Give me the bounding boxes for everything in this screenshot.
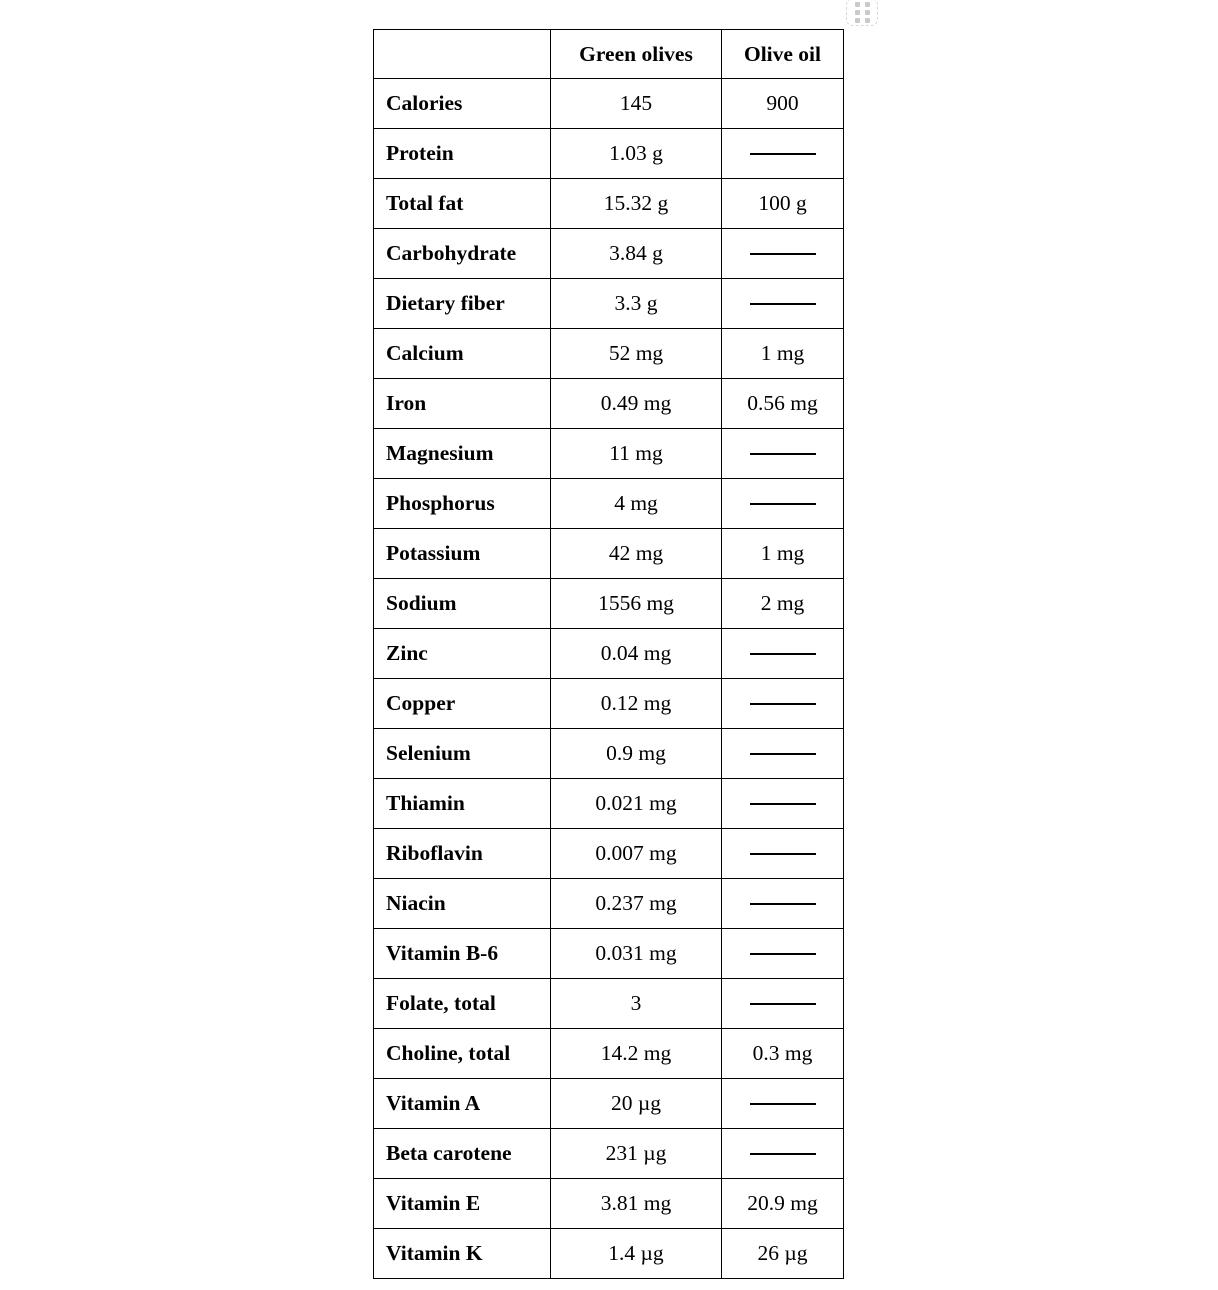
cell-green-olives: 1556 mg [551, 579, 722, 629]
row-label: Vitamin E [374, 1179, 551, 1229]
table-row [374, 1129, 844, 1179]
cell-olive-oil: 1 mg [722, 529, 844, 579]
no-data-dash [750, 853, 816, 855]
cell-olive-oil [722, 479, 844, 529]
row-label: Calcium [374, 329, 551, 379]
cell-olive-oil: 1 mg [722, 329, 844, 379]
cell-olive-oil: 0.56 mg [722, 379, 844, 429]
cell-olive-oil: 26 µg [722, 1229, 844, 1279]
row-label: Vitamin K [374, 1229, 551, 1279]
no-data-dash [750, 1003, 816, 1005]
row-label: Total fat [374, 179, 551, 229]
cell-olive-oil [722, 129, 844, 179]
table-row [374, 879, 844, 929]
table-row [374, 1179, 844, 1229]
table-row [374, 579, 844, 629]
row-label: Choline, total [374, 1029, 551, 1079]
cell-olive-oil: 2 mg [722, 579, 844, 629]
no-data-dash [750, 703, 816, 705]
no-data-dash [750, 253, 816, 255]
table-row [374, 629, 844, 679]
header-cell-olive-oil: Olive oil [722, 30, 844, 79]
table-row [374, 779, 844, 829]
nutrition-table-container [373, 29, 843, 1279]
cell-olive-oil [722, 229, 844, 279]
table-row [374, 479, 844, 529]
table-row [374, 329, 844, 379]
table-row [374, 229, 844, 279]
table-row [374, 729, 844, 779]
cell-green-olives: 3.84 g [551, 229, 722, 279]
no-data-dash [750, 503, 816, 505]
header-row [374, 30, 844, 79]
table-row [374, 379, 844, 429]
drag-dot [865, 2, 870, 7]
cell-olive-oil [722, 679, 844, 729]
cell-green-olives: 4 mg [551, 479, 722, 529]
cell-olive-oil [722, 429, 844, 479]
cell-green-olives: 0.49 mg [551, 379, 722, 429]
no-data-dash [750, 953, 816, 955]
no-data-dash [750, 653, 816, 655]
table-row [374, 679, 844, 729]
table-row [374, 1029, 844, 1079]
drag-handle-widget[interactable] [846, 0, 878, 26]
no-data-dash [750, 903, 816, 905]
row-label: Vitamin A [374, 1079, 551, 1129]
cell-green-olives: 14.2 mg [551, 1029, 722, 1079]
no-data-dash [750, 153, 816, 155]
table-row [374, 1229, 844, 1279]
table-row [374, 529, 844, 579]
cell-olive-oil: 20.9 mg [722, 1179, 844, 1229]
row-label: Beta carotene [374, 1129, 551, 1179]
cell-olive-oil [722, 829, 844, 879]
table-row [374, 979, 844, 1029]
cell-green-olives: 20 µg [551, 1079, 722, 1129]
cell-green-olives: 0.9 mg [551, 729, 722, 779]
cell-olive-oil: 100 g [722, 179, 844, 229]
row-label: Niacin [374, 879, 551, 929]
row-label: Copper [374, 679, 551, 729]
row-label: Thiamin [374, 779, 551, 829]
row-label: Vitamin B-6 [374, 929, 551, 979]
header-cell-blank [374, 30, 551, 79]
row-label: Dietary fiber [374, 279, 551, 329]
cell-green-olives: 1.4 µg [551, 1229, 722, 1279]
table-body [374, 79, 844, 1279]
no-data-dash [750, 1103, 816, 1105]
table-header [374, 30, 844, 79]
cell-green-olives: 11 mg [551, 429, 722, 479]
cell-olive-oil [722, 779, 844, 829]
cell-green-olives: 0.237 mg [551, 879, 722, 929]
cell-green-olives: 52 mg [551, 329, 722, 379]
cell-olive-oil [722, 879, 844, 929]
table-row [374, 429, 844, 479]
cell-green-olives: 0.12 mg [551, 679, 722, 729]
cell-green-olives: 3 [551, 979, 722, 1029]
drag-dot [855, 18, 860, 23]
table-row [374, 179, 844, 229]
cell-olive-oil [722, 729, 844, 779]
nutrition-comparison-table [373, 29, 844, 1279]
row-label: Carbohydrate [374, 229, 551, 279]
row-label: Selenium [374, 729, 551, 779]
cell-olive-oil: 0.3 mg [722, 1029, 844, 1079]
cell-olive-oil [722, 929, 844, 979]
table-row [374, 1079, 844, 1129]
no-data-dash [750, 753, 816, 755]
row-label: Potassium [374, 529, 551, 579]
table-row [374, 829, 844, 879]
row-label: Calories [374, 79, 551, 129]
row-label: Magnesium [374, 429, 551, 479]
row-label: Zinc [374, 629, 551, 679]
cell-green-olives: 15.32 g [551, 179, 722, 229]
cell-green-olives: 231 µg [551, 1129, 722, 1179]
cell-green-olives: 0.031 mg [551, 929, 722, 979]
header-cell-green-olives: Green olives [551, 30, 722, 79]
table-row [374, 129, 844, 179]
no-data-dash [750, 1153, 816, 1155]
cell-olive-oil [722, 279, 844, 329]
table-row [374, 79, 844, 129]
drag-dots-icon [855, 2, 870, 23]
row-label: Sodium [374, 579, 551, 629]
row-label: Protein [374, 129, 551, 179]
cell-olive-oil [722, 1079, 844, 1129]
drag-dot [865, 10, 870, 15]
drag-dot [855, 2, 860, 7]
no-data-dash [750, 303, 816, 305]
row-label: Phosphorus [374, 479, 551, 529]
cell-olive-oil: 900 [722, 79, 844, 129]
table-row [374, 279, 844, 329]
cell-green-olives: 145 [551, 79, 722, 129]
table-row [374, 929, 844, 979]
cell-green-olives: 3.81 mg [551, 1179, 722, 1229]
cell-green-olives: 42 mg [551, 529, 722, 579]
row-label: Iron [374, 379, 551, 429]
cell-olive-oil [722, 979, 844, 1029]
drag-dot [865, 18, 870, 23]
no-data-dash [750, 453, 816, 455]
row-label: Folate, total [374, 979, 551, 1029]
no-data-dash [750, 803, 816, 805]
cell-olive-oil [722, 629, 844, 679]
drag-dot [855, 10, 860, 15]
cell-green-olives: 1.03 g [551, 129, 722, 179]
cell-green-olives: 0.021 mg [551, 779, 722, 829]
cell-green-olives: 3.3 g [551, 279, 722, 329]
row-label: Riboflavin [374, 829, 551, 879]
cell-green-olives: 0.04 mg [551, 629, 722, 679]
cell-olive-oil [722, 1129, 844, 1179]
cell-green-olives: 0.007 mg [551, 829, 722, 879]
